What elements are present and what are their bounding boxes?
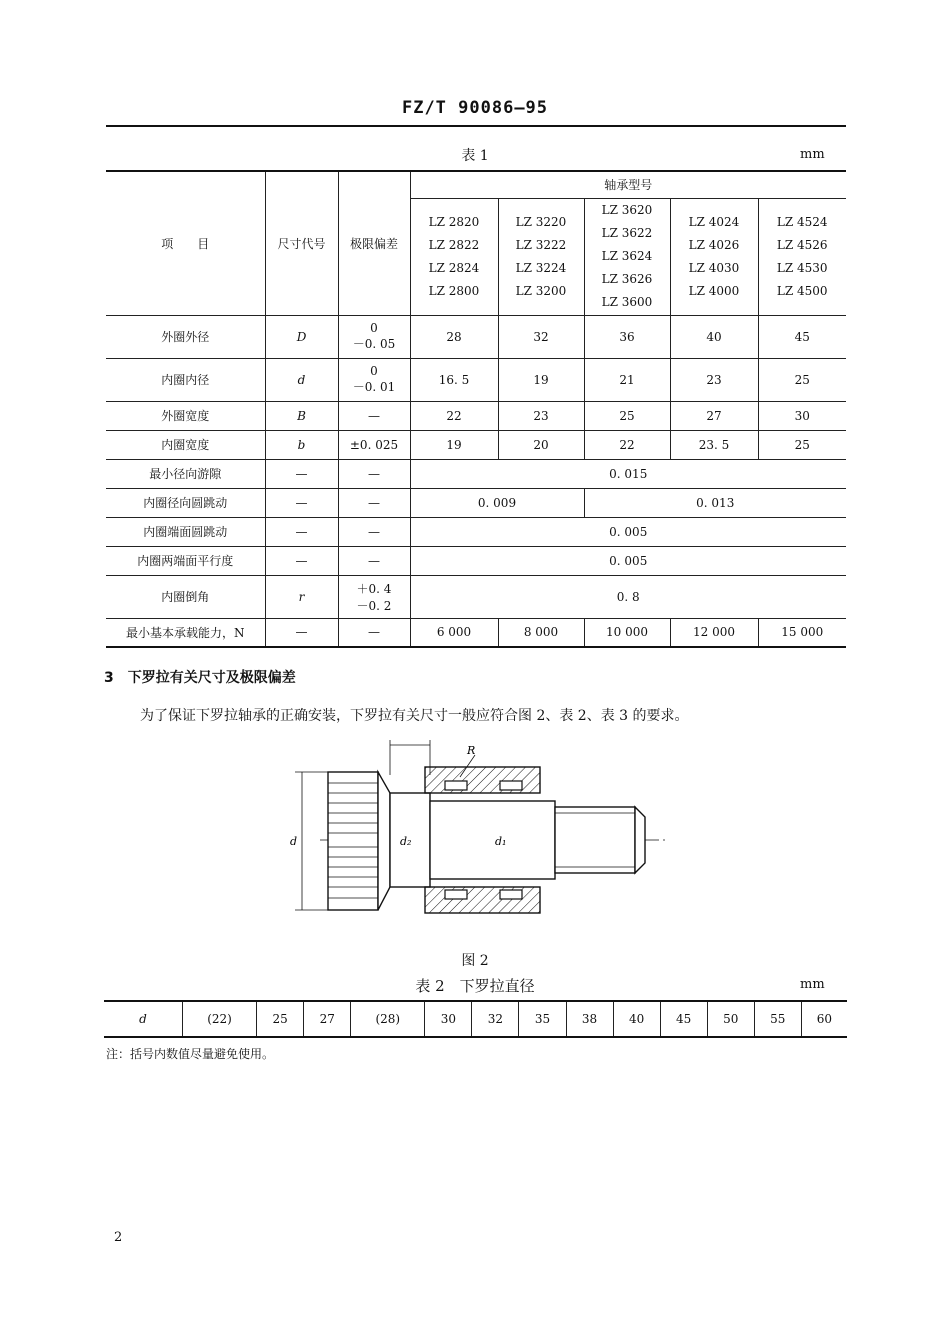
value-cell: 0. 005 — [410, 517, 846, 546]
tol-lower: －0. 2 — [356, 598, 392, 613]
value-cell: 40 — [670, 315, 758, 358]
table2-unit: mm — [800, 977, 825, 992]
col-header-symbol: 尺寸代号 — [265, 171, 338, 315]
value-cell: 22 — [584, 430, 670, 459]
row-load-capacity — [106, 618, 846, 647]
row-inner-diameter — [106, 358, 846, 401]
document-code-header: FZ/T 90086—95 — [401, 98, 549, 118]
label-R: R — [467, 744, 476, 757]
model-code: LZ 4526 — [776, 237, 828, 252]
roller-diameter-table — [104, 1000, 847, 1038]
table1-unit: mm — [800, 147, 825, 162]
model-code: LZ 4024 — [688, 214, 740, 229]
value-cell: 15 000 — [758, 618, 846, 647]
diameter-value: 25 — [257, 1001, 304, 1037]
model-group-3 — [584, 198, 670, 315]
model-group-1 — [410, 198, 498, 315]
row-outer-width — [106, 401, 846, 430]
diameter-value: (22) — [183, 1001, 257, 1037]
diameter-value: 30 — [425, 1001, 472, 1037]
row-tolerance: — — [338, 618, 410, 647]
diameter-value: 38 — [566, 1001, 613, 1037]
model-code: LZ 3622 — [601, 226, 653, 240]
row-min-clearance — [106, 459, 846, 488]
row-tolerance: — — [338, 517, 410, 546]
value-cell: 0. 005 — [410, 546, 846, 575]
value-cell: 19 — [498, 358, 584, 401]
row-item: 内圈径向圆跳动 — [106, 488, 265, 517]
bearing-outer-ring-top — [425, 767, 540, 793]
value-cell: 0. 015 — [410, 459, 846, 488]
needle-roller — [500, 890, 522, 899]
row-symbol: r — [265, 575, 338, 618]
row-tolerance — [338, 575, 410, 618]
row-parallelism — [106, 546, 846, 575]
value-cell: 25 — [758, 430, 846, 459]
label-d1: d₁ — [495, 835, 507, 848]
model-code: LZ 4026 — [688, 237, 740, 252]
diameter-value: 32 — [472, 1001, 519, 1037]
value-cell: 25 — [758, 358, 846, 401]
row-item: 内圈内径 — [106, 358, 265, 401]
needle-roller — [500, 781, 522, 790]
tol-upper: ＋0. 4 — [356, 581, 392, 596]
model-code: LZ 3220 — [515, 214, 567, 229]
bearing-dimension-table — [106, 170, 846, 648]
value-cell: 32 — [498, 315, 584, 358]
model-code: LZ 3624 — [601, 249, 653, 263]
row-tolerance: — — [338, 459, 410, 488]
table1-caption: 表 1 — [461, 148, 489, 164]
diameter-value: 35 — [519, 1001, 566, 1037]
row-symbol: — — [265, 546, 338, 575]
needle-roller — [445, 890, 467, 899]
bearing-outer-ring-bottom — [425, 887, 540, 913]
row-symbol: d — [265, 358, 338, 401]
roller-neck — [378, 772, 390, 910]
row-item: 最小基本承载能力，N — [106, 618, 265, 647]
model-code: LZ 3626 — [601, 272, 653, 286]
row-symbol: D — [265, 315, 338, 358]
value-cell: 12 000 — [670, 618, 758, 647]
row-item: 内圈端面圆跳动 — [106, 517, 265, 546]
value-cell: 22 — [410, 401, 498, 430]
row-symbol: — — [265, 459, 338, 488]
model-code: LZ 2822 — [428, 237, 480, 252]
row-radial-runout — [106, 488, 846, 517]
row-item: 内圈两端面平行度 — [106, 546, 265, 575]
tol-upper: 0 — [370, 364, 378, 378]
row-item: 外圈宽度 — [106, 401, 265, 430]
value-cell: 25 — [584, 401, 670, 430]
model-group-5 — [758, 198, 846, 315]
row-symbol: B — [265, 401, 338, 430]
value-cell: 45 — [758, 315, 846, 358]
model-code: LZ 4000 — [688, 283, 740, 298]
row-chamfer — [106, 575, 846, 618]
bottom-roller-drawing — [290, 735, 670, 920]
value-cell: 16. 5 — [410, 358, 498, 401]
row-item: 外圈外径 — [106, 315, 265, 358]
tol-upper: 0 — [370, 321, 378, 335]
model-code: LZ 4530 — [776, 260, 828, 275]
value-cell: 27 — [670, 401, 758, 430]
needle-roller — [445, 781, 467, 790]
value-cell: 28 — [410, 315, 498, 358]
model-code: LZ 2824 — [428, 260, 480, 275]
model-group-4 — [670, 198, 758, 315]
col-header-tolerance: 极限偏差 — [338, 171, 410, 315]
col-header-item: 项 目 — [106, 171, 265, 315]
value-cell: 36 — [584, 315, 670, 358]
page-number: 2 — [114, 1230, 123, 1245]
value-cell: 23. 5 — [670, 430, 758, 459]
threaded-end — [555, 807, 635, 873]
model-code: LZ 3600 — [601, 295, 653, 309]
row-item: 内圈倒角 — [106, 575, 265, 618]
value-cell: 23 — [670, 358, 758, 401]
model-code: LZ 3200 — [515, 283, 567, 298]
row-symbol: — — [265, 488, 338, 517]
value-cell: 20 — [498, 430, 584, 459]
table2-caption: 表 2 下罗拉直径 — [415, 977, 535, 995]
value-cell: 8 000 — [498, 618, 584, 647]
header-rule — [106, 125, 846, 127]
row-symbol: b — [265, 430, 338, 459]
diameter-value: 60 — [801, 1001, 847, 1037]
row-symbol: — — [265, 517, 338, 546]
diameter-value: (28) — [351, 1001, 425, 1037]
diameter-value: 50 — [707, 1001, 754, 1037]
model-code: LZ 2820 — [428, 214, 480, 229]
table2-note: 注：括号内数值尽量避免使用。 — [106, 1047, 275, 1061]
row-face-runout — [106, 517, 846, 546]
row-tolerance: — — [338, 546, 410, 575]
row-item: 内圈宽度 — [106, 430, 265, 459]
tol-lower: －0. 05 — [352, 337, 396, 351]
row-item: 最小径向游隙 — [106, 459, 265, 488]
model-code: LZ 2800 — [428, 283, 480, 298]
row-tolerance — [338, 358, 410, 401]
model-code: LZ 3620 — [601, 203, 653, 217]
value-cell: 19 — [410, 430, 498, 459]
col-header-bearing-model: 轴承型号 — [410, 171, 846, 198]
value-cell: 6 000 — [410, 618, 498, 647]
value-cell: 0. 009 — [410, 488, 584, 517]
row-tolerance: — — [338, 488, 410, 517]
model-code: LZ 3222 — [515, 237, 567, 252]
value-cell: 0. 013 — [584, 488, 846, 517]
thread-chamfer — [635, 807, 645, 873]
row-symbol: — — [265, 618, 338, 647]
label-d: d — [290, 835, 298, 848]
row-tolerance: — — [338, 401, 410, 430]
row-inner-width — [106, 430, 846, 459]
diameter-value: 40 — [613, 1001, 660, 1037]
model-code: LZ 4500 — [776, 283, 828, 298]
diameter-value: 45 — [660, 1001, 707, 1037]
value-cell: 30 — [758, 401, 846, 430]
diameter-value: 55 — [754, 1001, 801, 1037]
value-cell: 10 000 — [584, 618, 670, 647]
model-code: LZ 4030 — [688, 260, 740, 275]
shaft-d1 — [430, 801, 555, 879]
value-cell: 21 — [584, 358, 670, 401]
row-tolerance: ±0. 025 — [338, 430, 410, 459]
label-d2: d₂ — [400, 835, 412, 848]
row-tolerance — [338, 315, 410, 358]
value-cell: 23 — [498, 401, 584, 430]
section-heading: 3 下罗拉有关尺寸及极限偏差 — [104, 670, 296, 686]
figure2-caption: 图 2 — [461, 953, 489, 969]
model-code: LZ 4524 — [776, 214, 828, 229]
row-outer-diameter — [106, 315, 846, 358]
row-label: d — [104, 1001, 183, 1037]
diameter-value: 27 — [304, 1001, 351, 1037]
value-cell: 0. 8 — [410, 575, 846, 618]
section-paragraph: 为了保证下罗拉轴承的正确安装，下罗拉有关尺寸一般应符合图 2、表 2、表 3 的要求。 — [140, 708, 689, 724]
model-code: LZ 3224 — [515, 260, 567, 275]
tol-lower: －0. 01 — [352, 380, 396, 394]
model-group-2 — [498, 198, 584, 315]
